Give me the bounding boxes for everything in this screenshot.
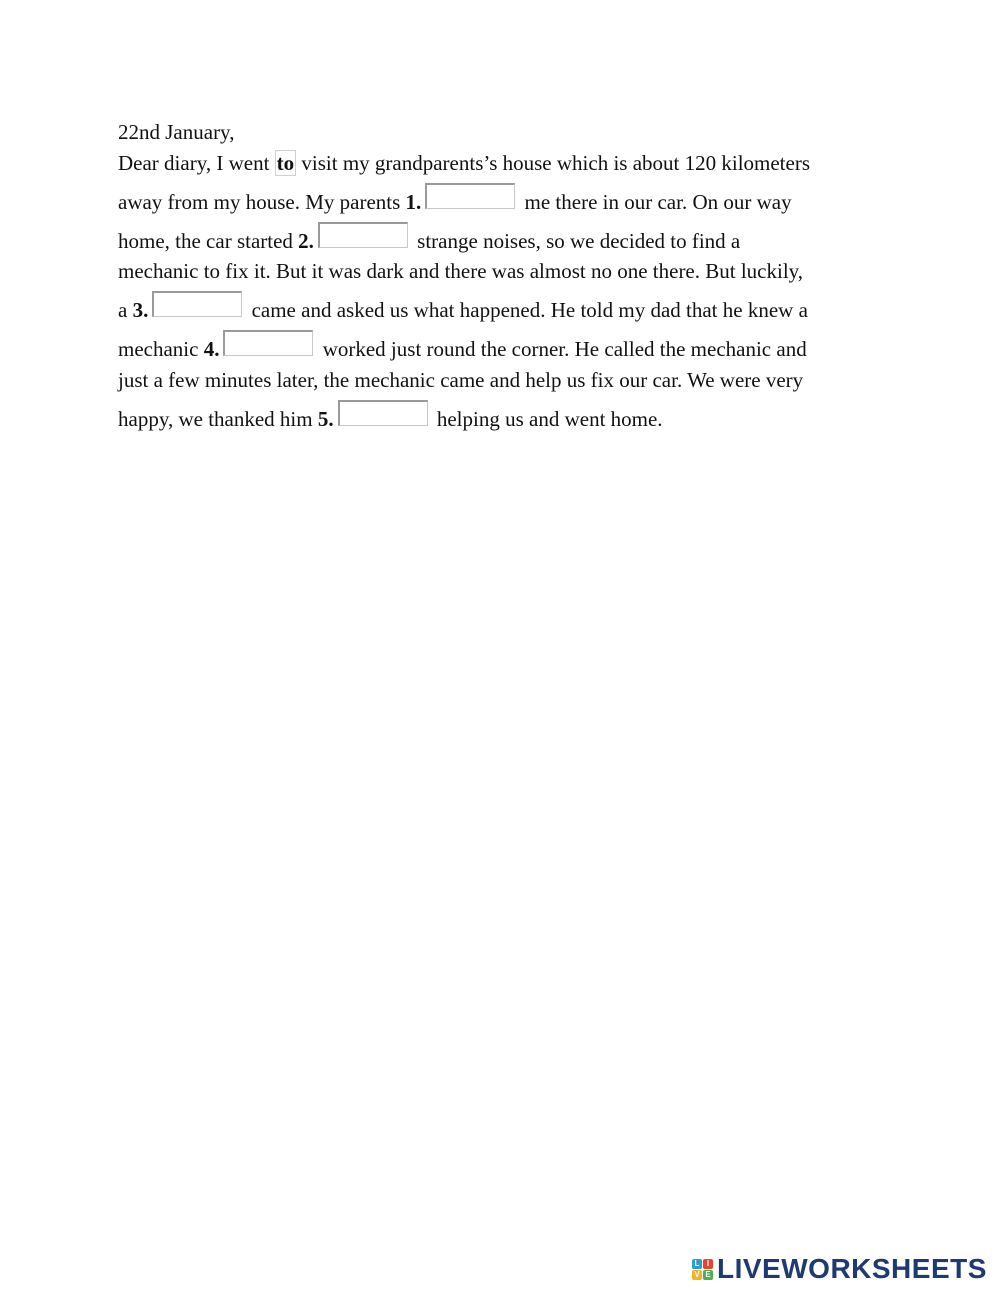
logo-mark-cell: V — [692, 1270, 702, 1280]
logo-mark-cell: I — [703, 1259, 713, 1269]
text-segment: came and asked us what happened. He told my dad that he knew a — [246, 298, 808, 322]
text-segment: Dear diary, I went — [118, 151, 275, 175]
text-line-7 — [118, 368, 803, 392]
liveworksheets-logo — [692, 1254, 987, 1284]
question-number-1: 1. — [405, 190, 422, 214]
text-segment: helping us and went home. — [431, 407, 663, 431]
text-segment: just a few minutes later, the mechanic came and help us fix our car. We were very — [118, 368, 804, 392]
text-line-4 — [118, 259, 803, 283]
text-line-2 — [118, 190, 792, 219]
text-segment: visit my grandparents’s house which is about 120 kilometers — [296, 151, 810, 175]
text-segment: home, the car started — [118, 229, 299, 253]
logo-mark-cell: E — [703, 1270, 713, 1280]
answer-input-1[interactable] — [425, 183, 515, 209]
date-text: 22nd January, — [118, 120, 235, 144]
text-line-1 — [118, 151, 810, 175]
answer-input-3[interactable] — [152, 291, 242, 317]
answer-input-5[interactable] — [338, 400, 428, 426]
question-number-3: 3. — [132, 298, 149, 322]
text-segment: happy, we thanked him — [118, 407, 318, 431]
example-answer: to — [276, 151, 295, 175]
text-segment: me there in our car. On our way — [519, 190, 792, 214]
question-number-5: 5. — [317, 407, 334, 431]
logo-mark-icon — [692, 1259, 713, 1280]
text-line-6 — [118, 337, 807, 366]
date-line — [118, 120, 234, 144]
answer-input-2[interactable] — [318, 222, 408, 248]
text-segment: away from my house. My parents — [118, 190, 406, 214]
logo-mark-cell: L — [692, 1259, 702, 1269]
text-line-3 — [118, 229, 740, 258]
text-segment: a — [118, 298, 133, 322]
text-line-8 — [118, 407, 663, 436]
question-number-2: 2. — [298, 229, 314, 253]
text-segment: worked just round the corner. He called the mechanic and — [317, 337, 807, 361]
text-line-5 — [118, 298, 808, 327]
text-segment: mechanic — [118, 337, 204, 361]
question-number-4: 4. — [203, 337, 220, 361]
text-segment: mechanic to fix it. But it was dark and there was almost no one there. But luckily, — [118, 259, 804, 283]
logo-text: LIVEWORKSHEETS — [717, 1253, 987, 1284]
text-segment: strange noises, so we decided to find a — [411, 229, 741, 253]
answer-input-4[interactable] — [223, 330, 313, 356]
